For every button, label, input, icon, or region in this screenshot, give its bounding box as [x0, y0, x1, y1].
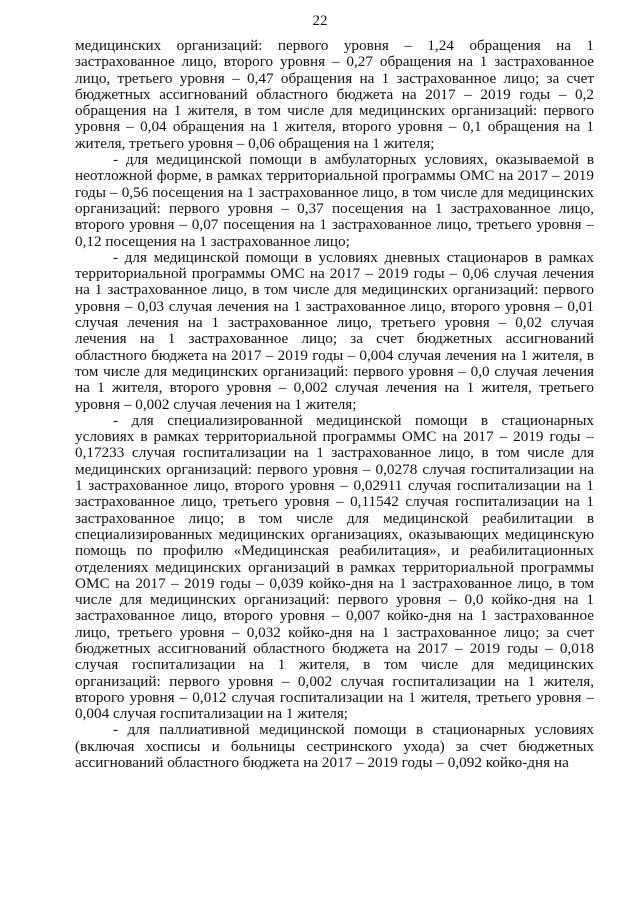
- page-number: 22: [312, 13, 328, 29]
- paragraph-outpatient-continuation: медицинских организаций: первого уровня – 1,24 обращения на 1 застрахованное лицо, второго уровня – 0,27 обращения на 1 застрахованное лицо, третьего уровня – 0,47 обращения на 1 застрахованное лицо; за счет бюджетных ассигнований областного бюджета на 2017 – 2019 годы – 0,2 обращения на 1 жителя, в том числе для медицинских организаций: первого уровня – 0,04 обращения на 1 жителя, второго уровня – 0,1 обращения на 1 жителя, третьего уровня – 0,06 обращения на 1 жителя;: [75, 37, 594, 152]
- paragraph-urgent-outpatient-care: - для медицинской помощи в амбулаторных условиях, оказываемой в неотложной форме, в рамках территориальной программы ОМС на 2017 – 2019 годы – 0,56 посещения на 1 застрахованное лицо, в том числе для медицинских организаций: первого уровня – 0,37 посещения на 1 застрахованное лицо, второго уровня – 0,07 посещения на 1 застрахованное лицо, третьего уровня – 0,12 посещения на 1 застрахованное лицо;: [75, 151, 594, 250]
- paragraph-specialized-inpatient-care: - для специализированной медицинской помощи в стационарных условиях в рамках территориальной программы ОМС на 2017 – 2019 годы – 0,17233 случая госпитализации на 1 застрахованное лицо, в том числе для медицинских организаций: первого уровня – 0,0278 случая госпитализации на 1 застрахованное лицо, второго уровня – 0,02911 случая госпитализации на 1 застрахованное лицо, третьего уровня – 0,11542 случая госпитализации на 1 застрахованное лицо; в том числе для медицинской реабилитации в специализированных медицинских организациях, оказывающих медицинскую помощь по профилю «Медицинская реабилитация», и реабилитационных отделениях медицинских организаций в рамках территориальной программы ОМС на 2017 – 2019 годы – 0,039 койко-дня на 1 застрахованное лицо, в том числе для медицинских организаций: первого уровня – 0,0 койко-дня на 1 застрахованное лицо, второго уровня – 0,007 койко-дня на 1 застрахованное лицо, третьего уровня – 0,032 койко-дня на 1 застрахованное лицо; за счет бюджетных ассигнований областного бюджета на 2017 – 2019 годы – 0,018 случая госпитализации на 1 жителя, в том числе для медицинских организаций: первого уровня – 0,002 случая госпитализации на 1 жителя, второго уровня – 0,012 случая госпитализации на 1 жителя, третьего уровня – 0,004 случая госпитализации на 1 жителя;: [75, 411, 594, 723]
- document-body: [75, 38, 594, 771]
- paragraph-palliative-care: - для паллиативной медицинской помощи в стационарных условиях (включая хосписы и больницы сестринского ухода) за счет бюджетных ассигнований областного бюджета на 2017 – 2019 годы – 0,092 койко-дня на: [75, 721, 594, 772]
- paragraph-day-hospital-care: - для медицинской помощи в условиях дневных стационаров в рамках территориальной программы ОМС на 2017 – 2019 годы – 0,06 случая лечения на 1 застрахованное лицо, в том числе для медицинских организаций: первого уровня – 0,03 случая лечения на 1 застрахованное лицо, второго уровня – 0,01 случая лечения на 1 застрахованное лицо, третьего уровня – 0,02 случая лечения на 1 застрахованное лицо; за счет бюджетных ассигнований областного бюджета на 2017 – 2019 годы – 0,004 случая лечения на 1 жителя, в том числе для медицинских организаций: первого уровня – 0,0 случая лечения на 1 жителя, второго уровня – 0,002 случая лечения на 1 жителя, третьего уровня – 0,002 случая лечения на 1 жителя;: [75, 248, 594, 413]
